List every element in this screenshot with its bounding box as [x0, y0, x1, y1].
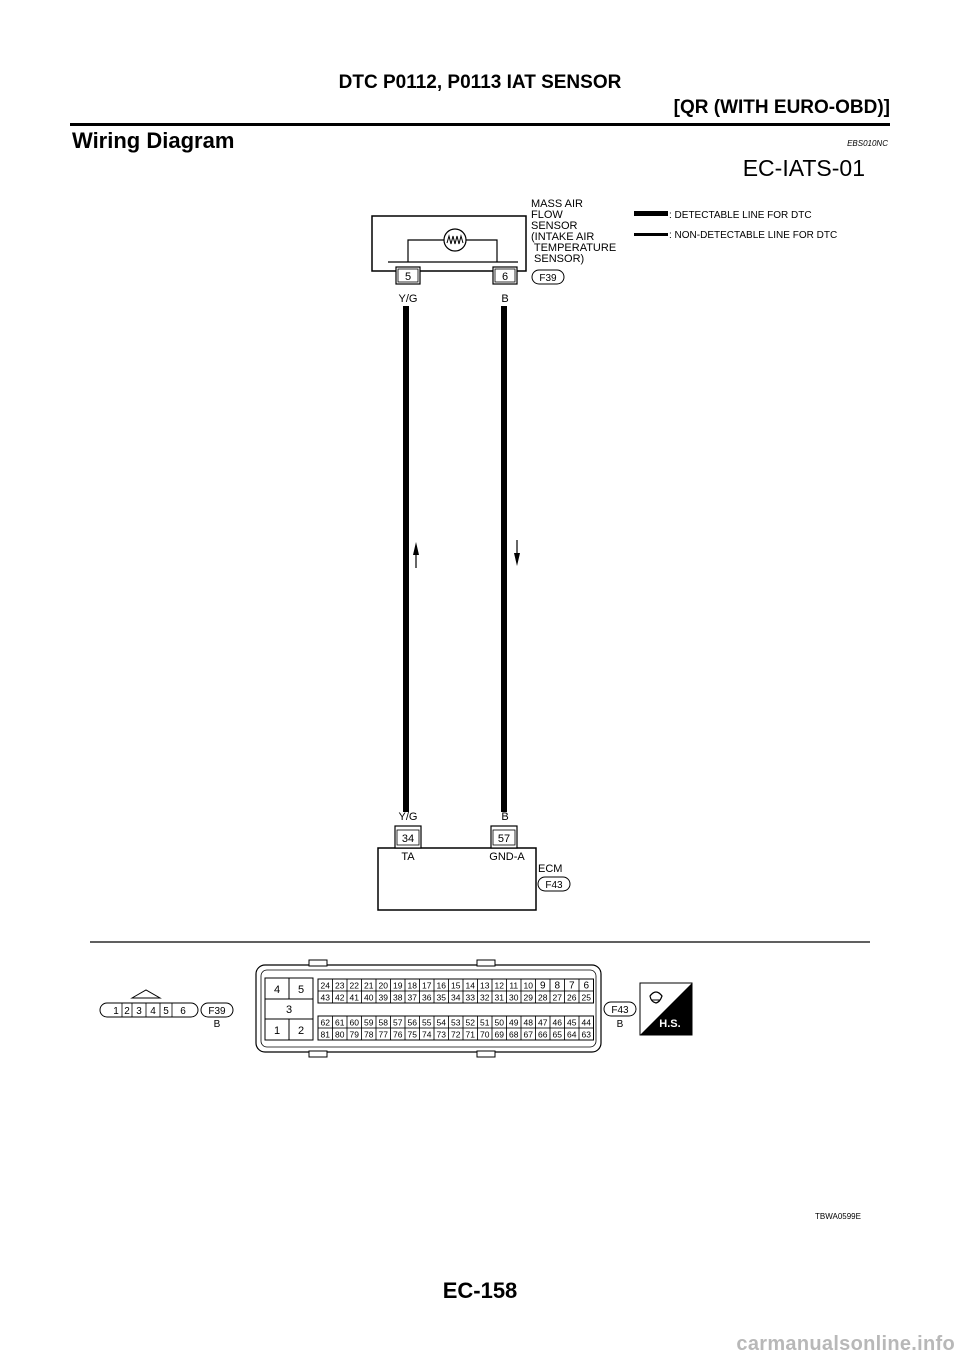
f43-pin: 33 [465, 992, 475, 1003]
f43-pin: 24 [320, 980, 330, 991]
f43-pin: 26 [567, 992, 577, 1003]
f39-connector-id: F39 [208, 1006, 226, 1017]
f43-pin: 72 [451, 1029, 461, 1040]
f43-pin: 11 [509, 980, 519, 991]
hs-badge-icon [640, 983, 692, 1035]
f43-pin: 18 [407, 980, 417, 991]
f43-pin: 35 [436, 992, 446, 1003]
section-title: Wiring Diagram [72, 128, 235, 153]
f43-pin: 14 [465, 980, 475, 991]
arrow-down-icon [514, 540, 520, 566]
f43-pin: 49 [509, 1017, 519, 1028]
section-code: EBS010NC [847, 139, 888, 148]
f39-connector-color: B [213, 1019, 221, 1030]
f39-pin: 4 [150, 1006, 156, 1017]
f43-pin: 66 [538, 1029, 548, 1040]
f43-connector-color: B [616, 1019, 624, 1030]
diagram-id: EC-IATS-01 [742, 155, 865, 181]
f43-pin: 68 [509, 1029, 519, 1040]
ecm-box [378, 826, 536, 910]
f39-connector-view [100, 990, 233, 1030]
f43-pin: 7 [568, 980, 575, 992]
f43-pin: 67 [523, 1029, 533, 1040]
mass-air-flow-sensor [372, 216, 526, 284]
f43-pin: 9 [539, 980, 546, 992]
f43-pin: 52 [465, 1017, 475, 1028]
f43-pin: 30 [509, 992, 519, 1003]
sensor-label-line: FLOW [531, 209, 563, 221]
sensor-label [531, 198, 616, 265]
f43-pin: 44 [581, 1017, 591, 1028]
page-number: EC-158 [442, 1278, 518, 1303]
f43-pin: 8 [554, 980, 561, 992]
hs-badge-label: H.S. [659, 1018, 681, 1030]
sensor-connector-id: F39 [539, 273, 557, 284]
legend-detectable-swatch [634, 211, 668, 216]
f43-pin: 42 [335, 992, 345, 1003]
f43-pin: 79 [349, 1029, 359, 1040]
f43-pin: 40 [364, 992, 374, 1003]
f43-power-pin: 4 [273, 984, 281, 996]
f43-power-pin: 2 [297, 1025, 305, 1037]
f43-pin: 37 [407, 992, 417, 1003]
f43-pin: 59 [364, 1017, 374, 1028]
f43-pin: 10 [523, 980, 533, 991]
f43-pin: 73 [436, 1029, 446, 1040]
f43-pin: 15 [451, 980, 461, 991]
f43-connector-id: F43 [611, 1005, 629, 1016]
f43-pin: 56 [407, 1017, 417, 1028]
page-header-subtitle: [QR (WITH EURO-OBD)] [673, 97, 890, 118]
wire-color-bottom-b: B [501, 811, 509, 823]
f43-pin: 55 [422, 1017, 432, 1028]
f43-pin: 19 [393, 980, 403, 991]
f39-pin: 3 [136, 1006, 142, 1017]
f43-pin: 25 [581, 992, 591, 1003]
legend-detectable-label: : DETECTABLE LINE FOR DTC [669, 210, 812, 221]
f43-power-pin: 1 [273, 1025, 281, 1037]
f43-pin: 77 [378, 1029, 388, 1040]
f43-pin: 13 [480, 980, 490, 991]
f43-pin: 12 [494, 980, 504, 991]
f43-pin: 16 [436, 980, 446, 991]
f43-pin: 43 [320, 992, 330, 1003]
sensor-label-line: MASS AIR [531, 198, 583, 210]
ecm-pin-34: 34 [401, 833, 415, 845]
f43-pin: 75 [407, 1029, 417, 1040]
f43-pin: 57 [393, 1017, 403, 1028]
f43-pin: 60 [349, 1017, 359, 1028]
f43-pin: 64 [567, 1029, 577, 1040]
wire-color-top-b: B [501, 293, 509, 305]
f43-pin: 29 [523, 992, 533, 1003]
thermistor-icon [444, 229, 466, 251]
f43-pin: 80 [335, 1029, 345, 1040]
ecm-pin-57: 57 [497, 833, 511, 845]
f43-pin: 45 [567, 1017, 577, 1028]
f43-pin: 38 [393, 992, 403, 1003]
f43-pin: 48 [523, 1017, 533, 1028]
f43-pin: 6 [583, 980, 590, 992]
f43-connector-view [256, 960, 636, 1057]
f43-pin: 70 [480, 1029, 490, 1040]
f43-power-pin: 5 [297, 984, 305, 996]
ecm-label: ECM [538, 863, 563, 875]
f43-pin: 71 [465, 1029, 475, 1040]
f43-power-pin: 3 [285, 1004, 293, 1016]
f43-pin: 34 [451, 992, 461, 1003]
f39-pin: 6 [180, 1006, 186, 1017]
sensor-pin-5: 5 [404, 271, 412, 283]
f43-pin: 54 [436, 1017, 446, 1028]
f43-pin: 23 [335, 980, 345, 991]
f39-pin: 2 [124, 1006, 130, 1017]
f43-pin: 78 [364, 1029, 374, 1040]
sensor-label-line: TEMPERATURE [531, 242, 617, 254]
sensor-pin-6: 6 [501, 271, 509, 283]
sensor-label-line: SENSOR) [531, 253, 585, 265]
f43-pin: 27 [552, 992, 562, 1003]
line-legend [634, 210, 837, 241]
legend-non-detectable-swatch [634, 233, 668, 236]
footer-watermark-link[interactable]: carmanualsonline.info [736, 1333, 955, 1355]
f43-pin: 31 [494, 992, 504, 1003]
f43-pin: 62 [320, 1017, 330, 1028]
f43-pin: 21 [364, 980, 374, 991]
f43-pin: 81 [320, 1029, 330, 1040]
arrow-up-icon [413, 542, 419, 568]
legend-non-detectable-label: : NON-DETECTABLE LINE FOR DTC [669, 230, 838, 241]
f43-pin: 50 [494, 1017, 504, 1028]
f43-pin: 63 [581, 1029, 591, 1040]
f43-pin: 69 [494, 1029, 504, 1040]
f43-pin: 36 [422, 992, 432, 1003]
figure-code: TBWA0599E [815, 1212, 861, 1221]
sensor-label-line: SENSOR [531, 220, 578, 232]
wire-color-top-yg: Y/G [398, 293, 418, 305]
f43-pin: 58 [378, 1017, 388, 1028]
f39-pin: 1 [113, 1006, 119, 1017]
f43-pin: 28 [538, 992, 548, 1003]
sensor-label-line: (INTAKE AIR [531, 231, 595, 243]
f43-pin: 51 [480, 1017, 490, 1028]
f43-pin: 74 [422, 1029, 432, 1040]
f43-pin: 47 [538, 1017, 548, 1028]
f43-pin: 76 [393, 1029, 403, 1040]
f43-pin: 22 [349, 980, 359, 991]
f43-pin: 17 [422, 980, 432, 991]
f43-pin: 65 [552, 1029, 562, 1040]
ecm-terminal-gnd-a: GND-A [489, 851, 525, 863]
f43-pin: 46 [552, 1017, 562, 1028]
ecm-terminal-ta: TA [401, 851, 415, 863]
f43-pin: 39 [378, 992, 388, 1003]
f43-pin: 61 [335, 1017, 345, 1028]
f39-pin: 5 [163, 1006, 169, 1017]
f43-pin: 53 [451, 1017, 461, 1028]
f43-pin: 41 [349, 992, 359, 1003]
f43-pin: 32 [480, 992, 490, 1003]
wire-color-bottom-yg: Y/G [398, 811, 418, 823]
ecm-connector-id: F43 [545, 880, 563, 891]
page-header-title: DTC P0112, P0113 IAT SENSOR [338, 72, 622, 93]
f43-pin: 20 [378, 980, 388, 991]
